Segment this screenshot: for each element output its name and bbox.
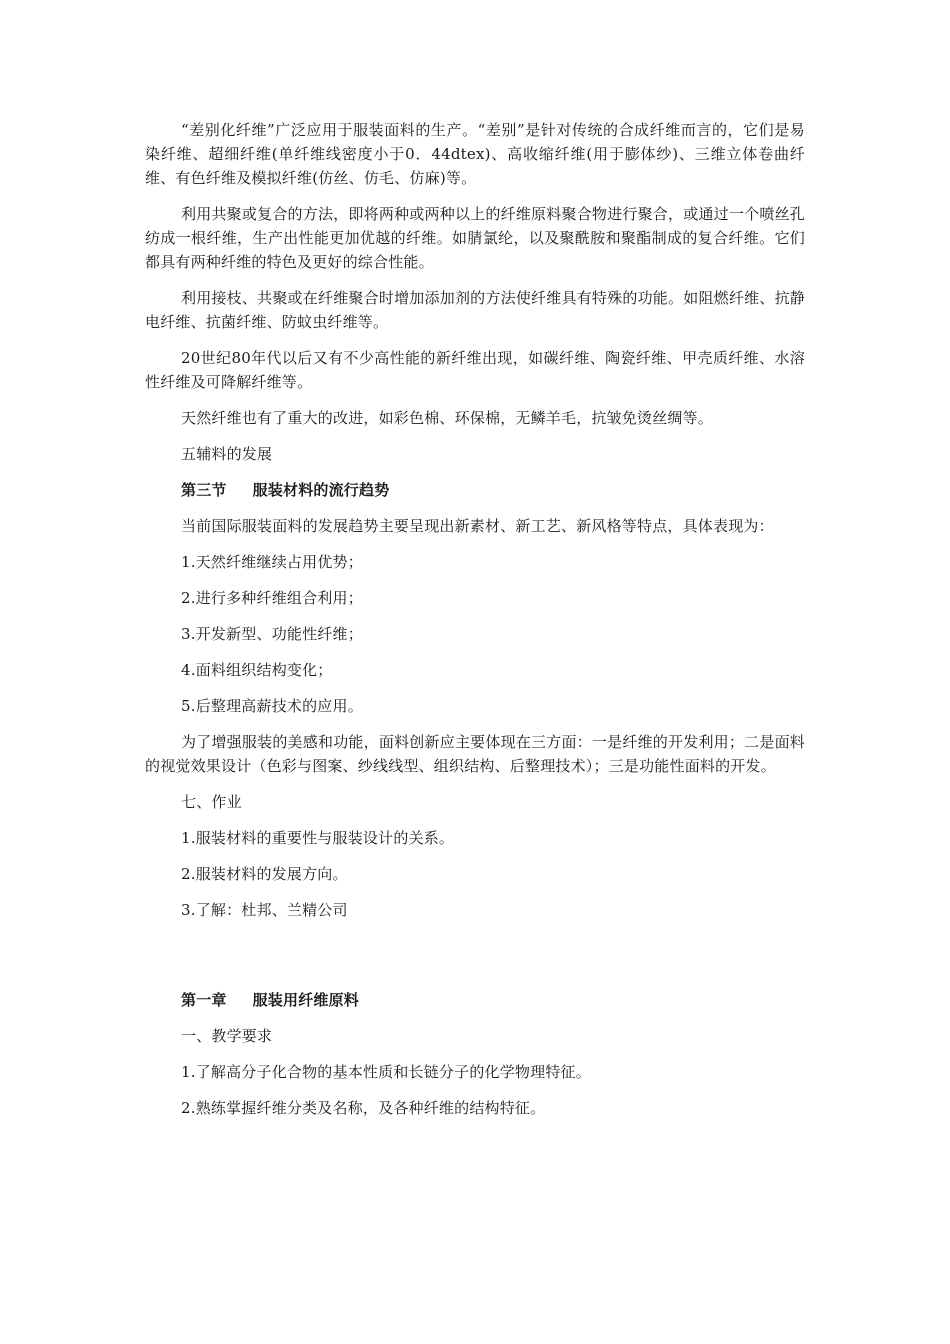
chapter-label: 第一章 (181, 991, 227, 1009)
paragraph-differential-fiber: “差别化纤维”广泛应用于服装面料的生产。“差别”是针对传统的合成纤维而言的，它们是易染纤维、超细纤维(单纤维线密度小于0．44dtex)、高收缩纤维(用于膨体纱)、三维立体卷曲纤维、有色纤维及模拟纤维(仿丝、仿毛、仿麻)等。 (145, 121, 805, 187)
list-item: 4.面料组织结构变化； (181, 661, 333, 679)
paragraph-innovation-summary: 为了增强服装的美感和功能，面料创新应主要体现在三方面：一是纤维的开发利用；二是面料的视觉效果设计（色彩与图案、纱线线型、组织结构、后整理技术）；三是功能性面料的开发。 (145, 733, 805, 775)
list-item: 1.了解高分子化合物的基本性质和长链分子的化学物理特征。 (181, 1063, 591, 1081)
section-title: 服装材料的流行趋势 (252, 481, 390, 499)
list-item: 3.了解：杜邦、兰精公司 (181, 901, 348, 919)
paragraph-natural-fiber: 天然纤维也有了重大的改进，如彩色棉、环保棉，无鳞羊毛，抗皱免烫丝绸等。 (181, 409, 714, 427)
list-item: 2.熟练掌握纤维分类及名称，及各种纤维的结构特征。 (181, 1099, 546, 1117)
list-item: 1.服装材料的重要性与服装设计的关系。 (181, 829, 455, 847)
chapter-title: 服装用纤维原料 (252, 991, 360, 1009)
paragraph-accessories: 五辅料的发展 (181, 445, 273, 463)
section-label: 第三节 (181, 481, 227, 499)
list-item: 2.服装材料的发展方向。 (181, 865, 348, 883)
list-item: 3.开发新型、功能性纤维； (181, 625, 363, 643)
paragraph-high-performance: 20世纪80年代以后又有不少高性能的新纤维出现，如碳纤维、陶瓷纤维、甲壳质纤维、水溶性纤维及可降解纤维等。 (145, 349, 805, 391)
paragraph-grafting-functional: 利用接枝、共聚或在纤维聚合时增加添加剂的方法使纤维具有特殊的功能。如阻燃纤维、抗静电纤维、抗菌纤维、防蚊虫纤维等。 (145, 289, 805, 331)
list-item: 5.后整理高薪技术的应用。 (181, 697, 363, 715)
homework-heading: 七、作业 (181, 793, 242, 811)
list-item: 1.天然纤维继续占用优势； (181, 553, 363, 571)
teaching-requirements-heading: 一、教学要求 (181, 1027, 273, 1045)
paragraph-trends-intro: 当前国际服装面料的发展趋势主要呈现出新素材、新工艺、新风格等特点，具体表现为： (181, 517, 774, 535)
section-heading-trends (145, 478, 805, 502)
chapter-heading (145, 988, 805, 1012)
paragraph-copolymer-composite: 利用共聚或复合的方法，即将两种或两种以上的纤维原料聚合物进行聚合，或通过一个喷丝孔纺成一根纤维，生产出性能更加优越的纤维。如腈氯纶，以及聚酰胺和聚酯制成的复合纤维。它们都具有两种纤维的特色及更好的综合性能。 (145, 205, 805, 271)
document-page (145, 118, 805, 1120)
list-item: 2.进行多种纤维组合利用； (181, 589, 363, 607)
